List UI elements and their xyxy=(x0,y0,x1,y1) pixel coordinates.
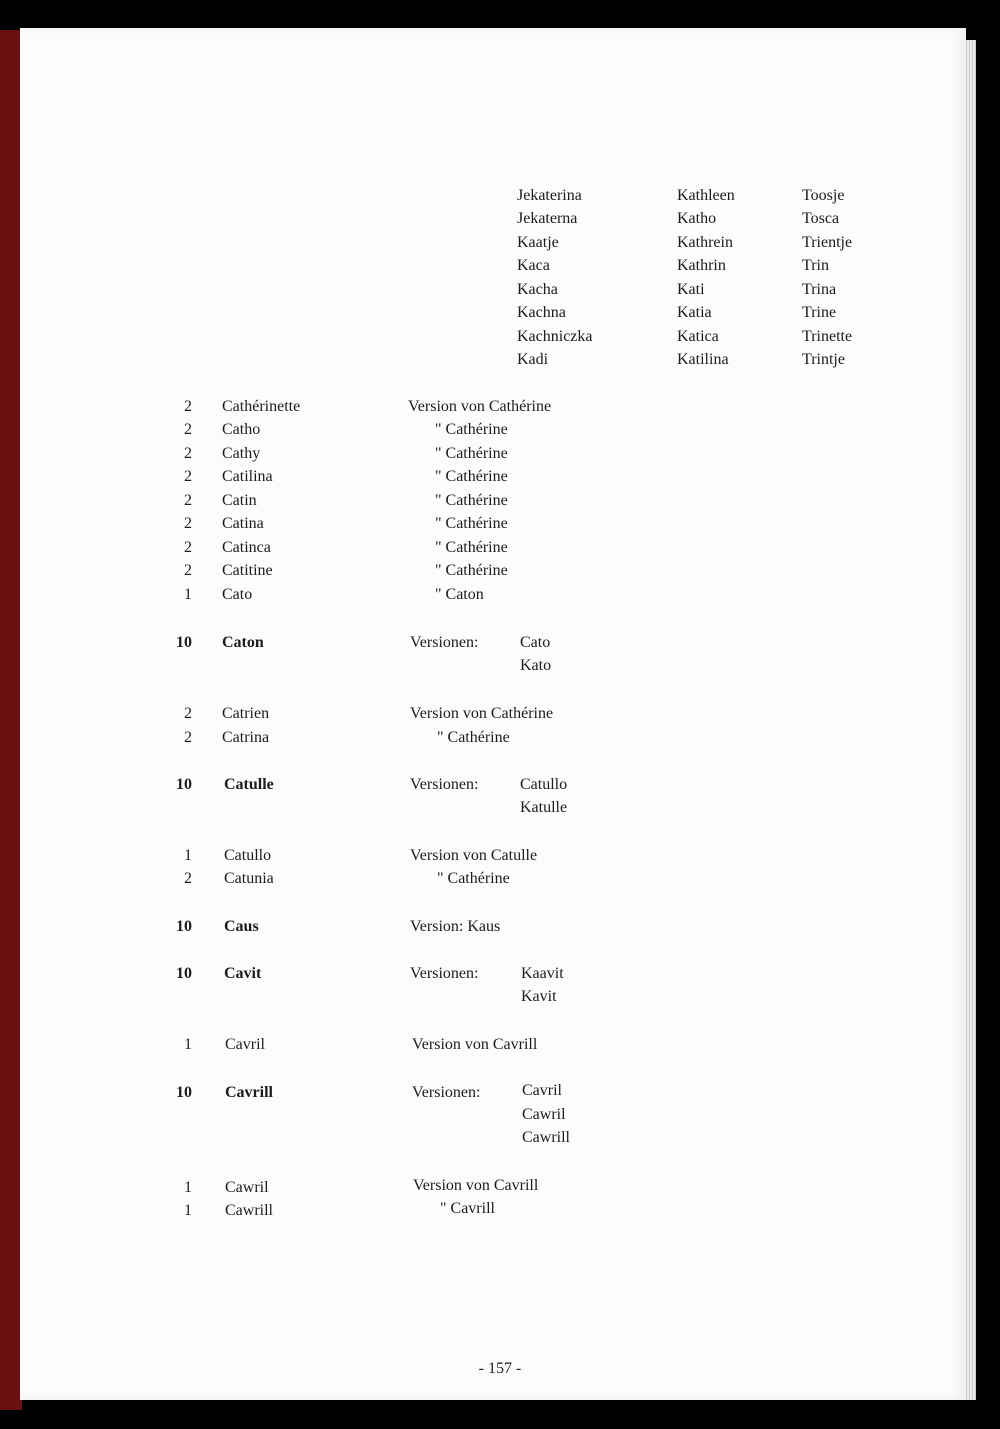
name-cell: Toosje xyxy=(802,187,845,204)
entry-version: Kato xyxy=(520,657,552,674)
entry-name: Catunia xyxy=(224,870,274,887)
entry-name: Cathy xyxy=(222,445,261,462)
entry-description: Version von Cathérine xyxy=(408,398,552,415)
entry-number: 1 xyxy=(184,847,192,864)
entry-description: " Caton xyxy=(435,586,484,603)
entry-version: Katulle xyxy=(520,799,568,816)
name-cell: Kachniczka xyxy=(517,328,593,345)
entry-name: Catilina xyxy=(222,468,273,485)
entry-description: " Cathérine xyxy=(435,492,508,509)
name-cell: Tosca xyxy=(802,210,840,227)
name-cell: Trientje xyxy=(802,234,853,251)
name-cell: Trinette xyxy=(802,328,853,345)
entry-description: " Cathérine xyxy=(437,870,510,887)
entry-number: 2 xyxy=(184,468,192,485)
entry-number: 2 xyxy=(184,705,192,722)
entry-number: 10 xyxy=(176,776,192,793)
entry-version: Cawril xyxy=(522,1106,566,1123)
name-cell: Kaatje xyxy=(517,234,559,251)
entry-description: Version von Cavrill xyxy=(413,1177,539,1194)
entry-number: 2 xyxy=(184,870,192,887)
entry-number: 2 xyxy=(184,445,192,462)
entry-number: 1 xyxy=(184,1202,192,1219)
name-cell: Katilina xyxy=(677,351,729,368)
name-cell: Jekaterna xyxy=(517,210,578,227)
entry-name: Cawril xyxy=(225,1179,269,1196)
entry-version: Kaavit xyxy=(521,965,564,982)
entry-description: " Cathérine xyxy=(435,539,508,556)
entry-number: 2 xyxy=(184,492,192,509)
entry-name: Cavril xyxy=(225,1036,265,1053)
entry-name: Catrina xyxy=(222,729,270,746)
name-cell: Kaca xyxy=(517,257,550,274)
entry-name: Catulle xyxy=(224,776,274,793)
entry-name: Catin xyxy=(222,492,257,509)
entry-number: 2 xyxy=(184,562,192,579)
entry-name: Catho xyxy=(222,421,261,438)
entry-number: 10 xyxy=(176,634,192,651)
name-cell: Kacha xyxy=(517,281,558,298)
name-cell: Katia xyxy=(677,304,712,321)
name-cell: Kadi xyxy=(517,351,549,368)
entry-description: Versionen: xyxy=(410,965,479,982)
name-cell: Trin xyxy=(802,257,829,274)
name-cell: Kathleen xyxy=(677,187,735,204)
entry-description: " Cathérine xyxy=(435,468,508,485)
entry-description: Version von Cathérine xyxy=(410,705,554,722)
name-cell: Trine xyxy=(802,304,837,321)
entry-version: Kavit xyxy=(521,988,557,1005)
entry-number: 2 xyxy=(184,539,192,556)
entry-name: Cathérinette xyxy=(222,398,301,415)
entry-number: 1 xyxy=(184,586,192,603)
name-cell: Kati xyxy=(677,281,705,298)
entry-description: " Cathérine xyxy=(437,729,510,746)
entry-name: Catinca xyxy=(222,539,271,556)
entry-description: Versionen: xyxy=(412,1084,481,1101)
entry-description: Version: Kaus xyxy=(410,918,501,935)
name-cell: Kachna xyxy=(517,304,566,321)
entry-description: " Cathérine xyxy=(435,515,508,532)
name-cell: Katica xyxy=(677,328,719,345)
entry-name: Cawrill xyxy=(225,1202,273,1219)
entry-name: Cato xyxy=(222,586,253,603)
entry-version: Cawrill xyxy=(522,1129,570,1146)
entry-name: Cavit xyxy=(224,965,262,982)
entry-number: 10 xyxy=(176,1084,192,1101)
entry-number: 10 xyxy=(176,918,192,935)
entry-description: " Cathérine xyxy=(435,445,508,462)
name-cell: Katho xyxy=(677,210,717,227)
name-cell: Jekaterina xyxy=(517,187,582,204)
entry-name: Catullo xyxy=(224,847,272,864)
entry-description: " Cathérine xyxy=(435,421,508,438)
name-cell: Trina xyxy=(802,281,837,298)
name-cell: Kathrein xyxy=(677,234,733,251)
entry-name: Catrien xyxy=(222,705,270,722)
entry-description: " Cavrill xyxy=(440,1200,495,1217)
entry-name: Caus xyxy=(224,918,259,935)
entry-number: 2 xyxy=(184,398,192,415)
entry-description: Versionen: xyxy=(410,776,479,793)
entry-description: Version von Catulle xyxy=(410,847,538,864)
entry-description: " Cathérine xyxy=(435,562,508,579)
name-cell: Trintje xyxy=(802,351,845,368)
entry-number: 1 xyxy=(184,1179,192,1196)
page-number: - 157 - xyxy=(478,1360,522,1377)
entry-name: Catina xyxy=(222,515,264,532)
name-cell: Kathrin xyxy=(677,257,726,274)
entry-name: Cavrill xyxy=(225,1084,273,1101)
entry-version: Cato xyxy=(520,634,551,651)
entry-number: 2 xyxy=(184,421,192,438)
entry-number: 1 xyxy=(184,1036,192,1053)
entry-version: Cavril xyxy=(522,1082,562,1099)
entry-description: Version von Cavrill xyxy=(412,1036,538,1053)
entry-number: 2 xyxy=(184,729,192,746)
entry-description: Versionen: xyxy=(410,634,479,651)
book-binding xyxy=(0,30,22,1410)
entry-number: 2 xyxy=(184,515,192,532)
entry-name: Catitine xyxy=(222,562,273,579)
entry-name: Caton xyxy=(222,634,264,651)
entry-version: Catullo xyxy=(520,776,568,793)
entry-number: 10 xyxy=(176,965,192,982)
